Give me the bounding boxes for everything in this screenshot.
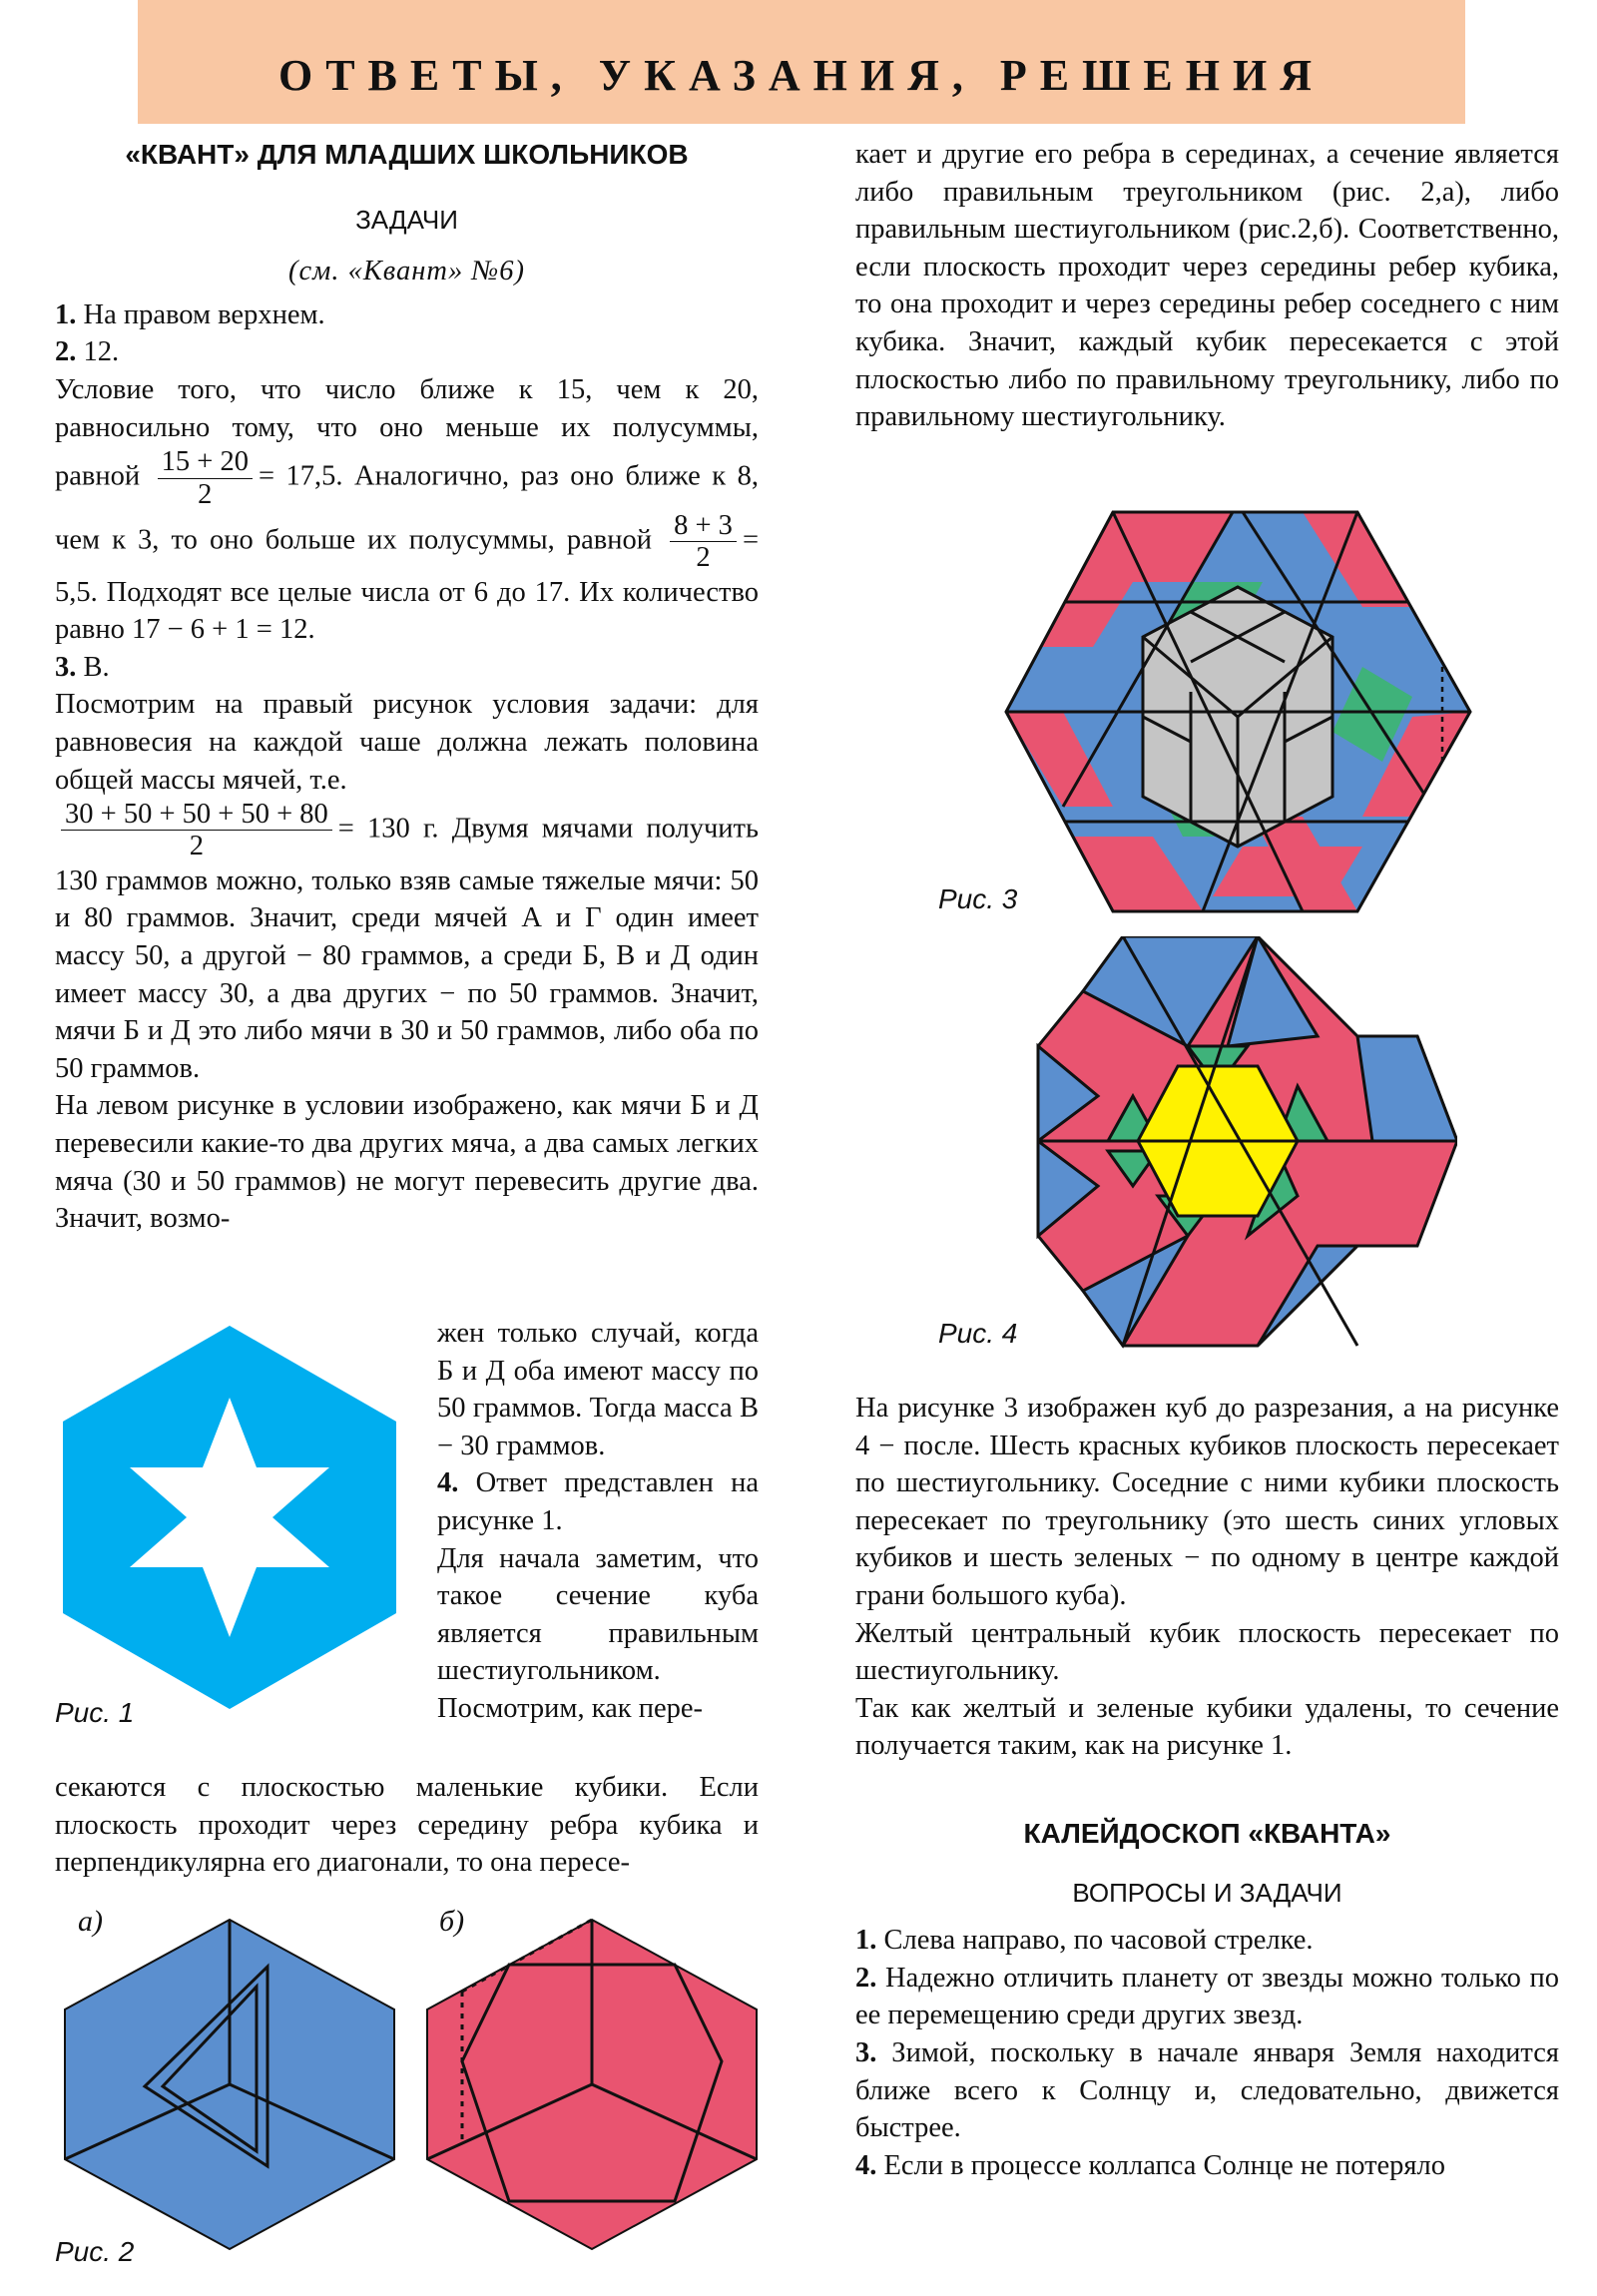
fig4-caption: Рис. 4: [938, 1318, 1018, 1349]
figure-3: [1003, 507, 1472, 926]
answer-3: 3. В.: [55, 651, 110, 683]
fraction: $\frac{8 + 3}{2}$: [670, 510, 737, 574]
fig1-caption: Рис. 1: [55, 1697, 135, 1728]
page-title: ОТВЕТЫ, УКАЗАНИЯ, РЕШЕНИЯ: [277, 51, 1326, 100]
fig3-caption: Рис. 3: [938, 883, 1018, 914]
answer-4: 4. Ответ представлен на рисунке 1.: [437, 1467, 759, 1536]
header-banner: [138, 0, 1465, 124]
issue-reference: (см. «Квант» №6): [288, 256, 525, 287]
figure-4: [1028, 936, 1457, 1351]
left-column: [55, 136, 759, 1238]
answer-3-text: Посмотрим на правый рисунок условия задачи: для равновесия на каждой чаше должна лежать половина общей массы мячей, т.е. $\frac{30 + 50 + 50 + 50 + 80}{2}$ = 130 г. Двумя мячами получить 130 граммов можно, только взяв самые тяжелые мячи: 50 и 80 граммов. Значит, среди мячей А и Г один имеет массу 50, а другой − 80 граммов, а среди Б, В и Д один имеет массу 30, а два других − по 50 граммов. Значит, мячи Б и Д это либо мячи в 30 и 50 граммов, либо оба по 50 граммов.: [55, 689, 759, 1084]
fraction: $\frac{15 + 20}{2}$: [158, 446, 253, 510]
answer-4-text: Для начала заметим, что такое сечение куба является правильным шестиугольником.: [437, 1542, 759, 1687]
fig-explanation: На рисунке 3 изображен куб до разрезания, а на рисунке 4 − после. Шесть красных кубиков плоскость пересекает по шестиугольнику. Соседние с ними кубики плоскость пересекает по треугольнику (это шесть синих угловых кубиков и шесть зеленых − по одному в центре каждой грани большого куба).: [855, 1393, 1559, 1611]
answer-1: 1. На правом верхнем.: [55, 298, 325, 330]
answer-2-text: Условие того, что число ближе к 15, чем к 20, равносильно тому, что оно меньше их полусуммы, равной $\frac{15 + 20}{2}$ = 17,5. Аналогично, раз оно ближе к 8, чем к 3, то оно больше их полусуммы, равной $\frac{8 + 3}{2}$ = 5,5. Подходят все целые числа от 6 до 17. Их количество равно 17 − 6 + 1 = 12.: [55, 373, 760, 646]
fraction: $\frac{30 + 50 + 50 + 50 + 80}{2}$: [61, 799, 332, 862]
fig2-label-a: а): [78, 1905, 103, 1938]
subsection-questions: ВОПРОСЫ И ЗАДАЧИ: [1072, 1877, 1342, 1908]
left-column-beside-fig1: [437, 1315, 759, 1728]
fig2-caption: Рис. 2: [55, 2236, 135, 2267]
answer-3-text-2: На левом рисунке в условии изображено, как мячи Б и Д перевесили какие-то два других мяча, а два самых легких мяча (30 и 50 граммов) не могут перевесить другие два. Значит, возмо-: [55, 1090, 759, 1235]
fig2-label-b: б): [439, 1905, 465, 1938]
right-column-bottom: [855, 1390, 1559, 2184]
answer-2: 2. 12.: [55, 336, 120, 368]
answer-4-text-2a: Посмотрим, как пере-: [437, 1692, 704, 1724]
answer-3-text-3: жен только случай, когда Б и Д оба имеют массу по 50 граммов. Тогда масса В − 30 граммов.: [437, 1318, 759, 1461]
section-title-kaleidoscope: КАЛЕЙДОСКОП «КВАНТА»: [1023, 1817, 1391, 1849]
question-3: 3. Зимой, поскольку в начале января Земля находится ближе всего к Солнцу и, следовательно, движется быстрее.: [855, 2036, 1559, 2144]
question-2: 2. Надежно отличить планету от звезды можно только по ее перемещению среди других звезд.: [855, 1962, 1559, 2031]
fig-explanation-2: Желтый центральный кубик плоскость пересекает по шестиугольнику.: [855, 1617, 1559, 1687]
answer-4-text-2: секаются с плоскостью маленькие кубики. Если плоскость проходит через середину ребра кубика и перпендикулярна его диагонали, то она пересе-: [55, 1772, 759, 1879]
question-1: 1. Слева направо, по часовой стрелке.: [855, 1925, 1314, 1957]
right-column-top: [855, 136, 1559, 436]
figure-2b: [417, 1912, 767, 2256]
fig-explanation-3: Так как желтый и зеленые кубики удалены, то сечение получается таким, как на рисунке 1.: [855, 1692, 1559, 1762]
figure-2a: [55, 1912, 404, 2256]
figure-1: [55, 1318, 404, 1722]
subsection-title: ЗАДАЧИ: [355, 204, 458, 235]
answer-4-text-3: кает и другие его ребра в серединах, а сечение является либо правильным треугольником (рис. 2,а), либо правильным шестиугольником (рис.2,б). Соответственно, если плоскость проходит через середины ребер кубика, то она проходит и через середины ребер соседнего с ним кубика. Значит, каждый кубик пересекается с этой плоскостью либо по правильному треугольнику, либо по правильному шестиугольнику.: [855, 139, 1559, 433]
question-4: 4. Если в процессе коллапса Солнце не потеряло: [855, 2149, 1446, 2181]
section-title: «КВАНТ» ДЛЯ МЛАДШИХ ШКОЛЬНИКОВ: [125, 139, 689, 170]
left-column-bottom: [55, 1769, 759, 1882]
